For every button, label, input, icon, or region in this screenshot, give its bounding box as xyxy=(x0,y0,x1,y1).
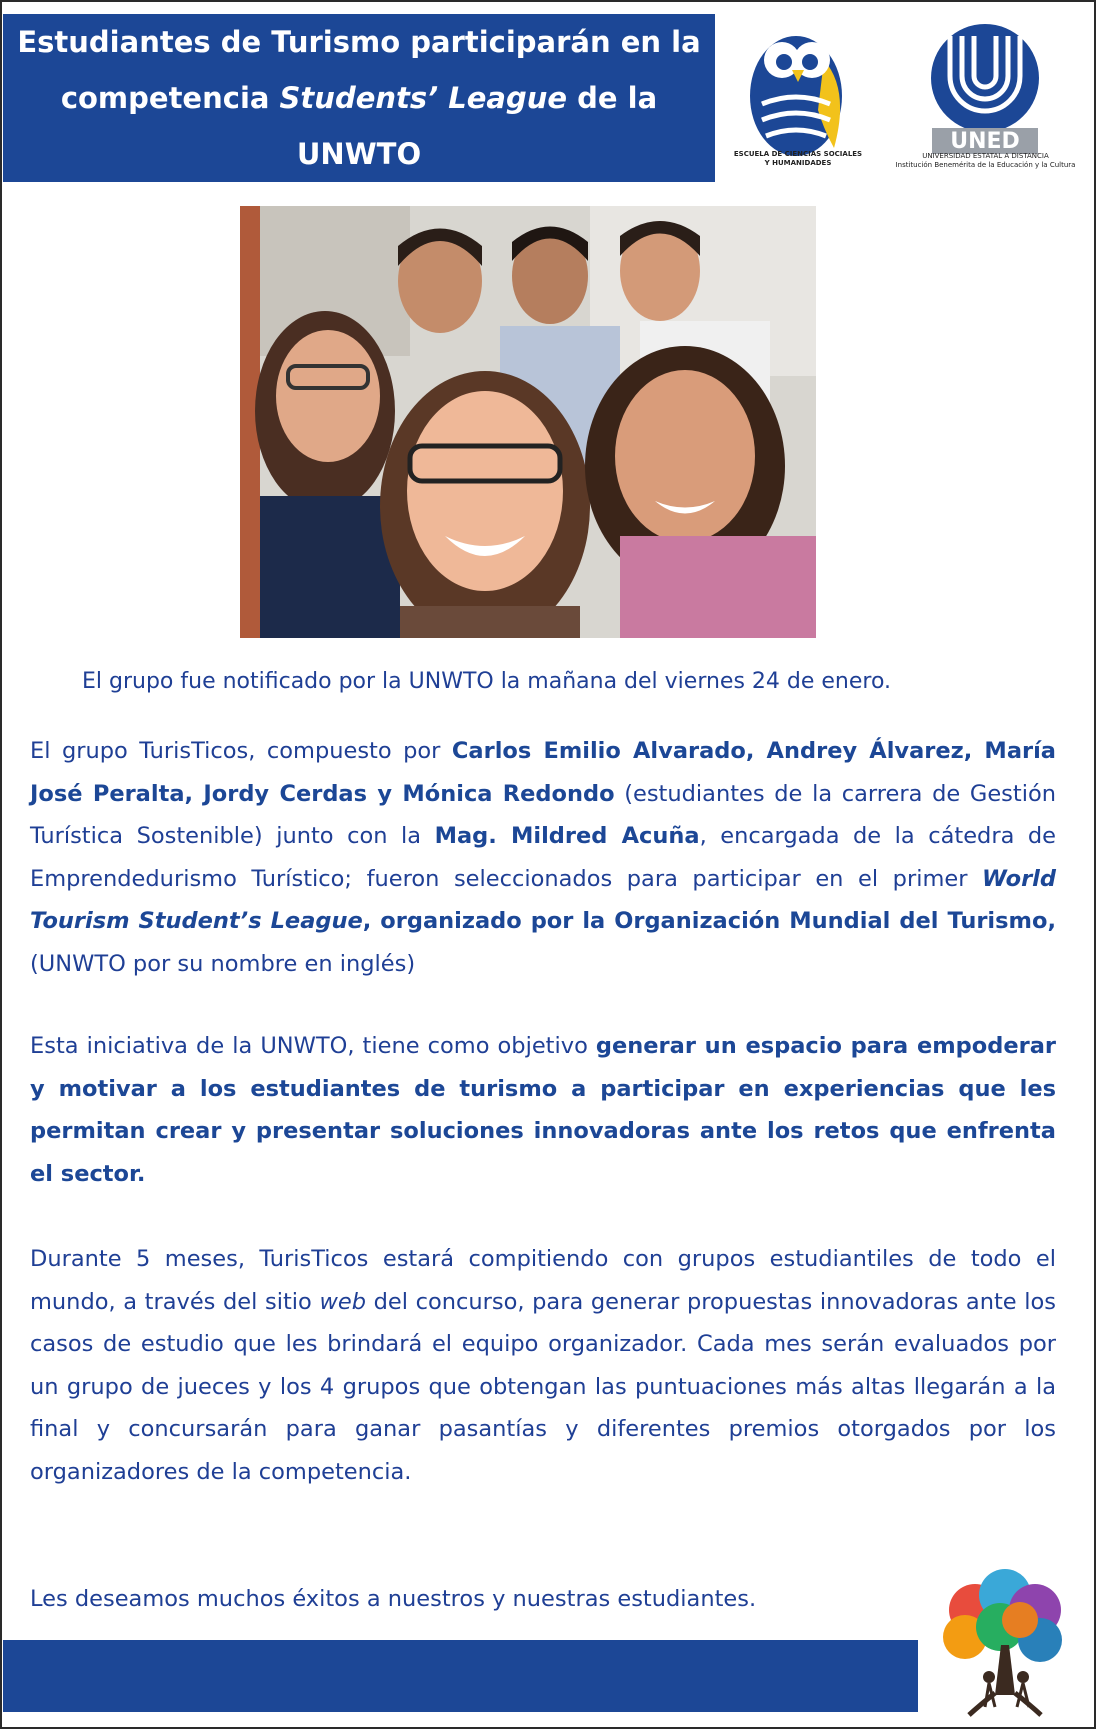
professor-name: Mag. Mildred Acuña xyxy=(434,823,700,849)
paragraph-initiative: Esta iniciativa de la UNWTO, tiene como objetivo generar un espacio para empoderar y motivar a los estudiantes de turismo a participar en experiencias que les permitan crear y presentar soluciones innovadoras ante los retos que enfrenta el sector. xyxy=(30,1033,1056,1187)
tree-logo-icon xyxy=(925,1565,1085,1725)
group-photo xyxy=(240,206,816,638)
uned-logo-caption: UNIVERSIDAD ESTATAL A DISTANCIA Institución Benemérita de la Educación y la Cultura xyxy=(895,152,1076,169)
initiative-objective: generar un espacio para empoderar y motivar a los estudiantes de turismo a participar en experiencias que les permitan crear y presentar soluciones innovadoras ante los retos que enfrenta el sector. xyxy=(30,1033,1056,1187)
owl-logo-caption: ESCUELA DE CIENCIAS SOCIALES Y HUMANIDADES xyxy=(733,150,863,167)
title-emphasis: Students’ League xyxy=(279,81,568,115)
paragraph-group-members: El grupo TurisTicos, compuesto por Carlos Emilio Alvarado, Andrey Álvarez, María José Peralta, Jordy Cerdas y Mónica Redondo (estudiantes de la carrera de Gestión Turística Sostenible) junto con la Mag. Mildred Acuña, encargada de la cátedra de Emprendedurismo Turístico; fueron seleccionados para participar en el primer World Tourism Student’s League, organizado por la Organización Mundial del Turismo, (UNWTO por su nombre en inglés) xyxy=(30,738,1057,977)
header-banner xyxy=(3,14,715,182)
paragraph-competition-details: Durante 5 meses, TurisTicos estará compitiendo con grupos estudiantiles de todo el mundo, a través del sitio web del concurso, para generar propuestas innovadoras ante los casos de estudio que les brindará el equipo organizador. Cada mes serán evaluados por un grupo de jueces y los 4 grupos que obtengan las puntuaciones más altas llegarán a la final y concursarán para ganar pasantías y diferentes premios otorgados por los organizadores de la competencia. xyxy=(30,1246,1056,1485)
photo-caption: El grupo fue notificado por la UNWTO la mañana del viernes 24 de enero. xyxy=(82,669,892,694)
competition-name: World Tourism Student’s League xyxy=(30,865,1056,934)
title-line-2: competencia Students’ League de la UNWTO xyxy=(60,81,658,171)
uned-wordmark: UNED xyxy=(950,129,1020,154)
footer-banner xyxy=(3,1640,918,1712)
title-line-1: Estudiantes de Turismo participarán en la xyxy=(17,25,701,59)
member-names: Carlos Emilio Alvarado, Andrey Álvarez, María José Peralta, Jordy Cerdas y Mónica Redondo xyxy=(30,738,1056,807)
paragraph-wishes: Les deseamos muchos éxitos a nuestros y nuestras estudiantes. xyxy=(30,1586,757,1612)
